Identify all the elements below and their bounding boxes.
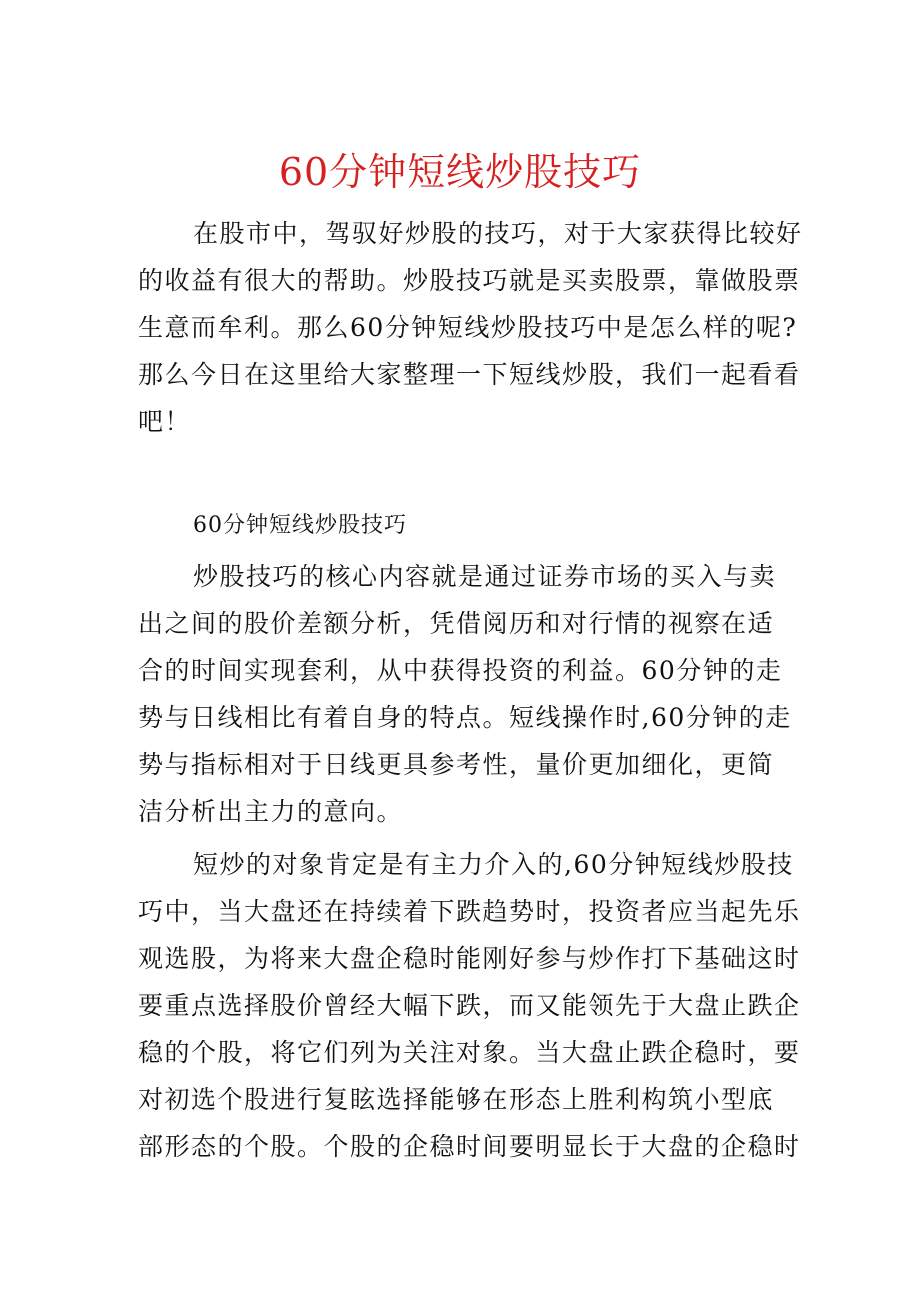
paragraph-line: 势与日线相比有着自身的特点。短线操作时,60分钟的走 [138, 703, 792, 732]
paragraph-line: 巧中，当大盘还在持续着下跌趋势时，投资者应当起先乐 [138, 897, 801, 926]
paragraph-line: 对初选个股进行复眩选择能够在形态上胜利构筑小型底 [138, 1085, 775, 1114]
paragraph-line: 的收益有很大的帮助。炒股技巧就是买卖股票，靠做股票 [138, 266, 801, 295]
paragraph-line: 那么今日在这里给大家整理一下短线炒股，我们一起看看 [138, 360, 801, 389]
paragraph-line: 出之间的股价差额分析，凭借阅历和对行情的视察在适 [138, 609, 775, 638]
paragraph-line: 吧！ [138, 407, 192, 436]
body-paragraph-3 [138, 841, 801, 1170]
intro-paragraph [138, 210, 803, 445]
paragraph-line: 短炒的对象肯定是有主力介入的,60分钟短线炒股技 [193, 850, 794, 879]
paragraph-line: 观选股，为将来大盘企稳时能刚好参与炒作打下基础这时 [138, 944, 801, 973]
paragraph-line: 势与指标相对于日线更具参考性，量价更加细化，更简 [138, 750, 775, 779]
paragraph-line: 要重点选择股价曾经大幅下跌，而又能领先于大盘止跌企 [138, 991, 801, 1020]
body-paragraph-2 [138, 553, 792, 835]
document-title: 60分钟短线炒股技巧 [278, 150, 642, 194]
paragraph-line: 炒股技巧的核心内容就是通过证券市场的买入与卖 [193, 562, 777, 591]
paragraph-line: 洁分析出主力的意向。 [138, 797, 404, 826]
section-subheading: 60分钟短线炒股技巧 [193, 513, 407, 538]
paragraph-line: 部形态的个股。个股的企稳时间要明显长于大盘的企稳时 [138, 1132, 801, 1161]
paragraph-line: 在股市中，驾驭好炒股的技巧，对于大家获得比较好 [193, 219, 803, 248]
paragraph-line: 合的时间实现套利，从中获得投资的利益。60分钟的走 [138, 656, 783, 685]
paragraph-line: 生意而牟利。那么60分钟短线炒股技巧中是怎么样的呢? [138, 313, 798, 342]
paragraph-line: 稳的个股，将它们列为关注对象。当大盘止跌企稳时，要 [138, 1038, 801, 1067]
